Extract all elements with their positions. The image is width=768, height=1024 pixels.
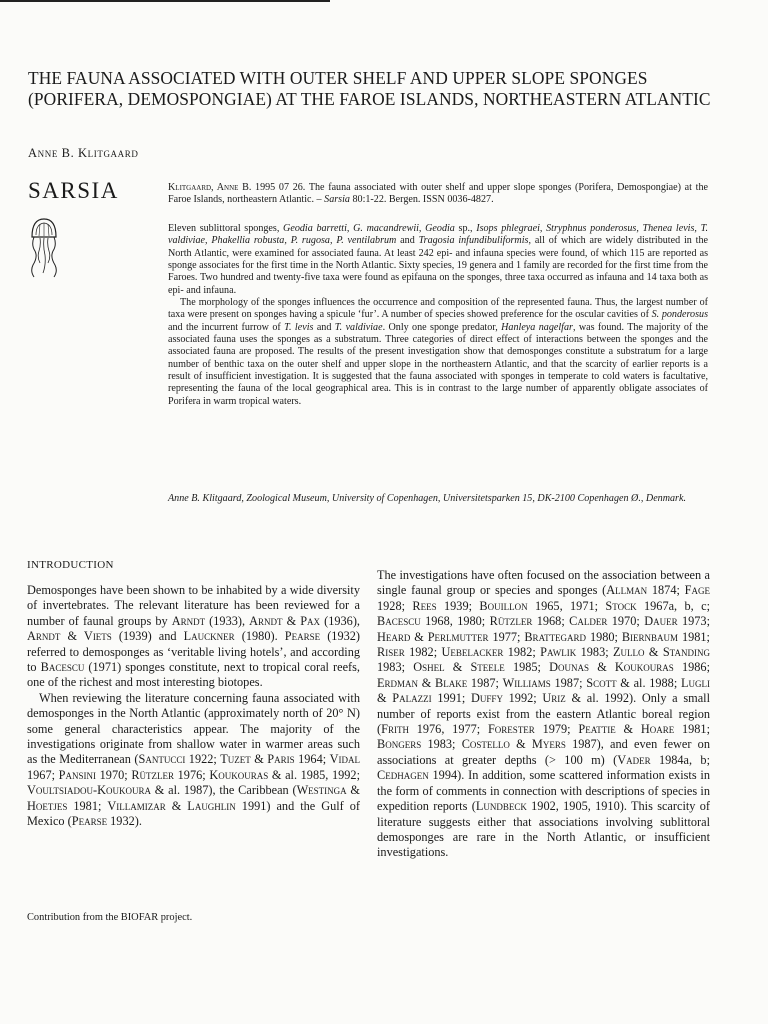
cited-author: Lugli & Palazzi — [377, 675, 710, 706]
left-column — [27, 583, 360, 830]
species-name: Tragosia infundibuliformis — [418, 235, 529, 247]
cited-author: Uriz — [542, 691, 566, 706]
cited-author: Erdman & Blake — [377, 675, 468, 690]
cited-author: Forester — [487, 722, 535, 737]
cited-author: Dounas & Koukouras — [549, 660, 674, 675]
abstract — [168, 223, 708, 408]
citation — [168, 182, 708, 207]
cited-author: Zullo & Standing — [613, 645, 710, 660]
cited-author: Duffy — [471, 691, 503, 706]
cited-author: Arndt — [171, 613, 206, 628]
cited-author: Riser — [377, 645, 405, 660]
intro-paragraph-1: Demosponges have been shown to be inhabited by a wide diversity of invertebrates. The relevant literature has been reviewed for a number of faunal groups by Arndt (1933), Arndt & Pax (1936), Arndt & Viets (1939) and Lauckner (1980). Pearse (1932) referred to demosponges as ‘veritable living hotels’, and according to Bacescu (1971) sponges constitute, next to tropical coral reefs, one of the richest and most interesting biotopes. — [27, 583, 360, 690]
abstract-text: and — [313, 321, 335, 333]
cited-author: Biernbaum — [621, 629, 679, 644]
species-name: Geodia barretti, G. macandrewii, Geodia — [283, 223, 455, 234]
cited-author: Brattegard — [524, 629, 587, 644]
cited-author: Voultsiadou-Koukoura — [27, 783, 152, 798]
cited-author: Lundbeck — [475, 799, 527, 814]
cited-author: Allman — [606, 583, 648, 598]
citation-journal: Sarsia — [324, 194, 350, 206]
cited-author: Lauckner — [183, 629, 235, 644]
cited-author: Bacescu — [40, 660, 85, 675]
cited-author: Villamizar & Laughlin — [107, 798, 236, 813]
abstract-paragraph-2 — [168, 297, 708, 408]
intro-paragraph-2: When reviewing the literature concerning fauna associated with demosponges in the North Atlantic (approximately north of 20° N) some general characteristics appear. The majority of the investigations originate from shallow water in warmer areas such as the Mediterranean (Santucci 1922; Tuzet & Paris 1964; Vidal 1967; Pansini 1970; Rützler 1976; Koukouras & al. 1985, 1992; Voultsiadou-Koukoura & al. 1987), the Caribbean (Westinga & Hoetjes 1981; Villamizar & Laughlin 1991) and the Gulf of Mexico (Pearse 1932). — [27, 690, 360, 829]
abstract-text: and — [396, 235, 419, 247]
species-name: Hanleya nagelfar — [501, 321, 573, 333]
cited-author: Costello & Myers — [461, 737, 566, 752]
cited-author: Vader — [617, 752, 651, 767]
cited-author: Pearse — [71, 814, 108, 829]
abstract-text: Eleven sublittoral sponges, — [168, 223, 284, 234]
top-rule — [0, 0, 330, 2]
cited-author: Williams — [502, 675, 551, 690]
cited-author: Heard & Perlmutter — [377, 629, 489, 644]
cited-author: Pearse — [284, 629, 321, 644]
article-title: THE FAUNA ASSOCIATED WITH OUTER SHELF AND UPPER SLOPE SPONGES (PORIFERA, DEMOSPONGIAE) AT THE FAROE ISLANDS, NORTHEASTERN ATLANTIC — [28, 68, 711, 109]
journal-name: SARSIA — [28, 178, 119, 203]
abstract-text: and the incurrent furrow of — [168, 321, 285, 333]
citation-text: 1995 07 26. The fauna associated with outer shelf and upper slope sponges (Porifera, Demospongiae) at the Faroe Islands, northeastern Atlantic. – — [168, 182, 708, 206]
cited-author: Bongers — [377, 737, 422, 752]
abstract-text: The morphology of the sponges influences the occurrence and composition of the represented fauna. Thus, the largest number of taxa were present on sponges having a spicule ‘fur’. A number of species showed preference for the oscular cavities of — [168, 297, 708, 321]
cited-author: Dauer — [644, 614, 678, 629]
cited-author: Pawlik — [540, 645, 577, 660]
cited-author: Rützler — [489, 614, 533, 629]
cited-author: Stock — [605, 598, 637, 613]
abstract-paragraph-1 — [168, 223, 708, 297]
cited-author: Calder — [569, 614, 608, 629]
cited-author: Uebelacker — [441, 645, 504, 660]
intro-paragraph-3: The investigations have often focused on the association between a single faunal group or species and sponges (Allman 1874; Fage 1928; Rees 1939; Bouillon 1965, 1971; Stock 1967a, b, c; Bacescu 1968, 1980; Rützler 1968; Calder 1970; Dauer 1973; Heard & Perlmutter 1977; Brattegard 1980; Biernbaum 1981; Riser 1982; Uebelacker 1982; Pawlik 1983; Zullo & Standing 1983; Oshel & Steele 1985; Dounas & Koukouras 1986; Erdman & Blake 1987; Williams 1987; Scott & al. 1988; Lugli & Palazzi 1991; Duffy 1992; Uriz & al. 1992). Only a small number of reports exist from the eastern Atlantic boreal region (Frith 1976, 1977; Forester 1979; Peattie & Hoare 1981; Bongers 1983; Costello & Myers 1987), and even fewer on associations at greater depths (> 100 m) (Vader 1984a, b; Cedhagen 1994). In addition, some scattered information exists in the form of comments in connection with descriptions of species in expedition reports (Lundbeck 1902, 1905, 1910). This scarcity of literature suggests either that associations involving sublittoral demosponges are rare in the North Atlantic, or insufficient investigations. — [377, 568, 710, 860]
cited-author: Tuzet & Paris — [220, 752, 295, 767]
cited-author: Rees — [412, 598, 437, 613]
species-name: T. levis — [284, 321, 314, 333]
cited-author: Arndt & Pax — [249, 613, 321, 628]
cited-author: Scott — [586, 675, 617, 690]
cited-author: Westinga & Hoetjes — [27, 783, 360, 813]
species-name: S. ponderosus — [651, 309, 709, 321]
cited-author: Oshel & Steele — [413, 660, 505, 675]
citation-author: Klitgaard, Anne B. — [168, 182, 252, 193]
cited-author: Cedhagen — [377, 768, 429, 783]
cited-author: Pansini — [58, 767, 96, 782]
cited-author: Vidal — [329, 752, 360, 767]
author-address: Anne B. Klitgaard, Zoological Museum, University of Copenhagen, Universitetsparken 15, DK-2100 Copenhagen Ø., Denmark. — [168, 493, 686, 504]
cited-author: Arndt & Viets — [27, 629, 112, 644]
abstract-text: , all of which are widely distributed in the North Atlantic, were examined for associated fauna. At least 242 epi- and infauna species were found, of which 115 are reported as sponge associates for the first time in the North Atlantic. Sixty species, 19 genera and 1 family are recorded for the first time from the Faroes. Two hundred and twenty-five taxa were found as epifauna on the sponges, three taxa occurred as infauna and 14 taxa both as epi- and infauna. — [168, 235, 708, 296]
footnote: Contribution from the BIOFAR project. — [27, 912, 193, 923]
cited-author: Peattie & Hoare — [578, 722, 675, 737]
cited-author: Santucci — [138, 752, 186, 767]
cited-author: Frith — [381, 722, 409, 737]
abstract-text: . Only one sponge predator, — [382, 321, 502, 333]
abstract-text: sp., — [454, 223, 477, 234]
jellyfish-icon — [28, 215, 60, 295]
species-name: T. valdiviae — [334, 321, 383, 333]
section-heading-introduction: INTRODUCTION — [27, 559, 114, 571]
abstract-text: , was found. The majority of the associated fauna uses the sponges as a substratum. Three categories of direct effect of interactions between the sponges and the associated fauna are proposed. The results of the present investigation show that demosponges constitute a substratum for a large number of benthic taxa on the outer shelf and upper slope in the northeastern Atlantic, and that the scarcity of earlier reports is a result of insufficient investigation. It is suggested that the fauna associated with sponges in temperate to cold waters is facultative, representing the fauna of the local geographical area. This is in contrast to the large number of apparently obligate associates of Porifera in warm tropical waters. — [168, 321, 708, 407]
cited-author: Rützler — [131, 767, 175, 782]
cited-author: Fage — [684, 583, 710, 598]
cited-author: Bouillon — [479, 598, 528, 613]
citation-rest: 80:1-22. Bergen. ISSN 0036-4827. — [349, 194, 494, 206]
cited-author: Bacescu — [377, 614, 421, 629]
cited-author: Koukouras — [209, 767, 269, 782]
right-column — [377, 568, 710, 861]
article-author: Anne B. Klitgaard — [28, 146, 139, 160]
species-name: Isops phlegraei, Stryphnus ponderosus, Thenea levis, T. valdiviae, Phakellia robusta, P. rugosa, P. ventilabrum — [168, 223, 708, 247]
